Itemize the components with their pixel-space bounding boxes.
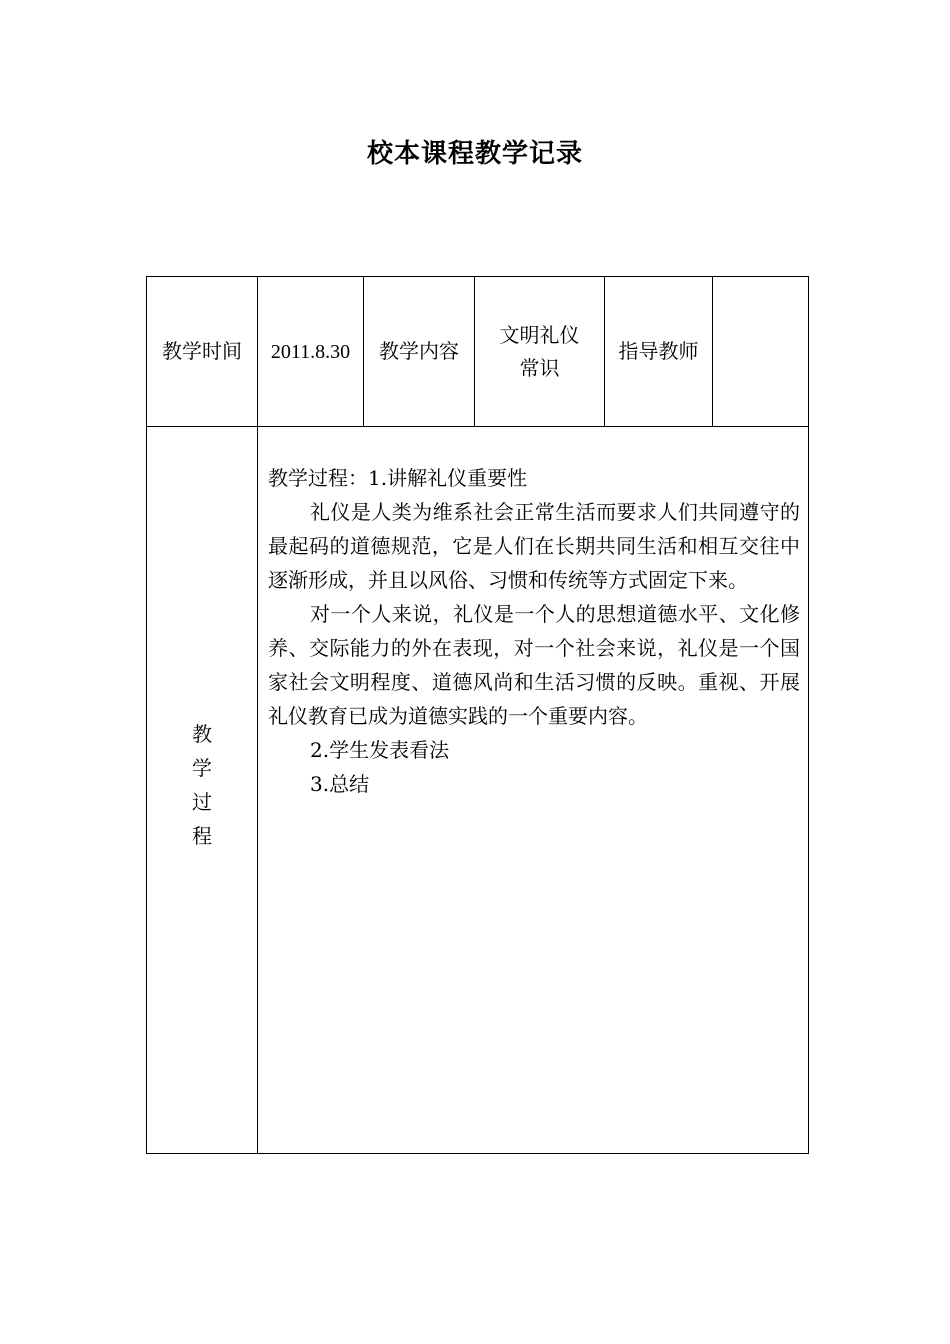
process-label — [190, 717, 214, 853]
teaching-time-value-cell — [258, 277, 364, 427]
process-label-char: 程 — [192, 824, 212, 848]
process-paragraph-1: 礼仪是人类为维系社会正常生活而要求人们共同遵守的最起码的道德规范，它是人们在长期共同生活和相互交往中逐渐形成，并且以风俗、习惯和传统等方式固定下来。 — [268, 500, 800, 592]
teaching-time-value: 2011.8.30 — [270, 340, 351, 363]
process-label-cell — [147, 427, 258, 1154]
process-label-char: 教 — [192, 722, 212, 746]
instructor-label: 指导教师 — [618, 339, 699, 363]
process-step-3: 3.总结 — [310, 772, 370, 796]
process-paragraph-2: 对一个人来说，礼仪是一个人的思想道德水平、文化修养、交际能力的外在表现，对一个社会来说，礼仪是一个国家社会文明程度、道德风尚和生活习惯的反映。重视、开展礼仪教育已成为道德实践的一个重要内容。 — [268, 602, 800, 728]
teaching-content-label-cell — [364, 277, 475, 427]
teaching-content-value — [475, 319, 604, 385]
teaching-record-table — [146, 276, 809, 1154]
instructor-label-cell — [605, 277, 713, 427]
process-step-2: 2.学生发表看法 — [310, 738, 450, 762]
teaching-time-label: 教学时间 — [162, 339, 242, 363]
process-row — [147, 427, 809, 1154]
teaching-content-value-line2: 常识 — [519, 355, 560, 380]
instructor-value-cell — [713, 277, 809, 427]
document-title: 校本课程教学记录 — [366, 139, 583, 169]
teaching-time-label-cell — [147, 277, 258, 427]
process-heading: 教学过程：1.讲解礼仪重要性 — [268, 466, 528, 490]
process-label-char: 学 — [192, 756, 212, 780]
teaching-content-label: 教学内容 — [379, 339, 459, 363]
teaching-content-value-cell — [475, 277, 605, 427]
process-label-char: 过 — [192, 790, 212, 814]
header-row — [147, 277, 809, 427]
teaching-content-value-line1: 文明礼仪 — [499, 322, 580, 347]
process-body-cell — [258, 427, 809, 1154]
